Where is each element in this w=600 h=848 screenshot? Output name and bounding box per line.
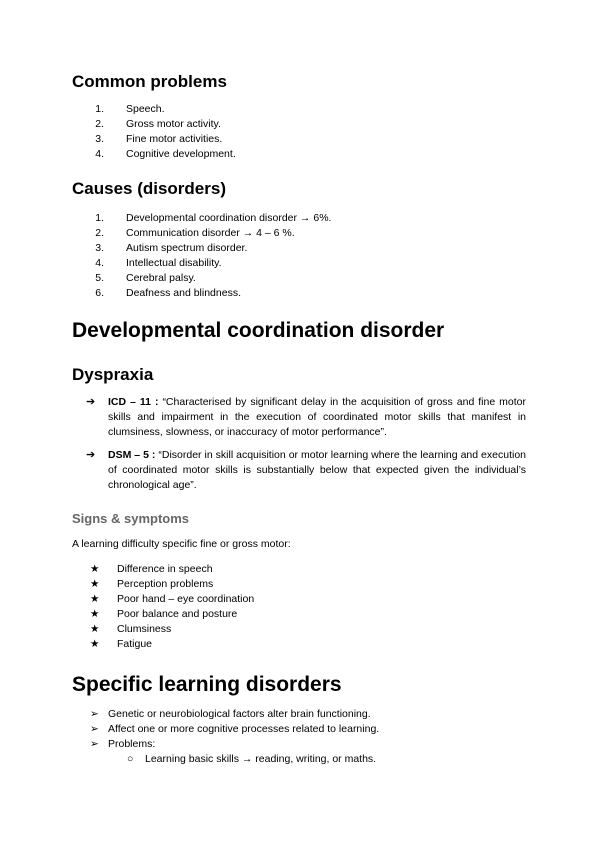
heading-dyspraxia: Dyspraxia: [72, 365, 154, 384]
list-number: 2.: [95, 118, 104, 130]
star-bullet-icon: ★: [90, 608, 100, 620]
arrowhead-bullet-icon: ➢: [90, 723, 99, 735]
list-text: Learning basic skills → reading, writing, or maths.: [145, 753, 377, 765]
icd-text: “Characterised by significant delay in the acquisition of gross and fine motor skills and impairment in the execution of coordinated motor skills that manifest in clumsiness, slowness, or inaccuracy of motor performance”.: [108, 396, 527, 438]
list-text: Fatigue: [117, 638, 153, 650]
list-text: Affect one or more cognitive processes related to learning.: [108, 723, 380, 735]
heading-causes: Causes (disorders): [72, 179, 226, 198]
list-number: 5.: [95, 272, 104, 284]
list-text: Genetic or neurobiological factors alter brain functioning.: [108, 708, 371, 720]
arrow-bullet-icon: ➔: [86, 396, 96, 408]
dsm-label: DSM – 5 :: [108, 449, 156, 461]
star-bullet-icon: ★: [90, 578, 100, 590]
list-text: Deafness and blindness.: [126, 287, 241, 299]
list-text: Developmental coordination disorder → 6%.: [126, 212, 332, 224]
list-number: 2.: [95, 227, 104, 239]
star-bullet-icon: ★: [90, 593, 100, 605]
list-text: Cognitive development.: [126, 148, 236, 160]
list-number: 4.: [95, 148, 104, 160]
star-bullet-icon: ★: [90, 638, 100, 650]
circle-bullet-icon: ○: [127, 753, 134, 765]
heading-signs-symptoms: Signs & symptoms: [72, 511, 190, 526]
list-number: 1.: [95, 212, 104, 224]
arrowhead-bullet-icon: ➢: [90, 708, 99, 720]
list-number: 3.: [95, 133, 104, 145]
icd-label: ICD – 11 :: [108, 396, 159, 408]
list-number: 1.: [95, 103, 104, 115]
list-text: Cerebral palsy.: [126, 272, 196, 284]
list-text: Speech.: [126, 103, 165, 115]
list-text: Poor balance and posture: [117, 608, 238, 620]
list-text: Poor hand – eye coordination: [117, 593, 255, 605]
heading-dcd: Developmental coordination disorder: [72, 319, 445, 342]
dsm-text: “Disorder in skill acquisition or motor learning where the learning and execution of coordinated motor skills is substantially below that expected given the individual’s chronological age”.: [108, 449, 526, 491]
star-bullet-icon: ★: [90, 563, 100, 575]
dsm-definition: [86, 448, 526, 493]
list-text: Fine motor activities.: [126, 133, 223, 145]
list-number: 6.: [95, 287, 104, 299]
heading-sld: Specific learning disorders: [72, 673, 342, 696]
list-text: Clumsiness: [117, 623, 172, 635]
arrowhead-bullet-icon: ➢: [90, 738, 99, 750]
list-text: Autism spectrum disorder.: [126, 242, 248, 254]
list-text: Communication disorder → 4 – 6 %.: [126, 227, 295, 239]
icd-definition: [86, 395, 527, 440]
signs-intro: A learning difficulty specific fine or gross motor:: [72, 538, 291, 550]
star-bullet-icon: ★: [90, 623, 100, 635]
list-text: Intellectual disability.: [126, 257, 222, 269]
heading-common-problems: Common problems: [72, 72, 227, 91]
list-text: Perception problems: [117, 578, 214, 590]
arrow-bullet-icon: ➔: [86, 449, 96, 461]
list-number: 4.: [95, 257, 104, 269]
list-number: 3.: [95, 242, 104, 254]
list-text: Difference in speech: [117, 563, 213, 575]
list-text: Problems:: [108, 738, 156, 750]
list-text: Gross motor activity.: [126, 118, 221, 130]
